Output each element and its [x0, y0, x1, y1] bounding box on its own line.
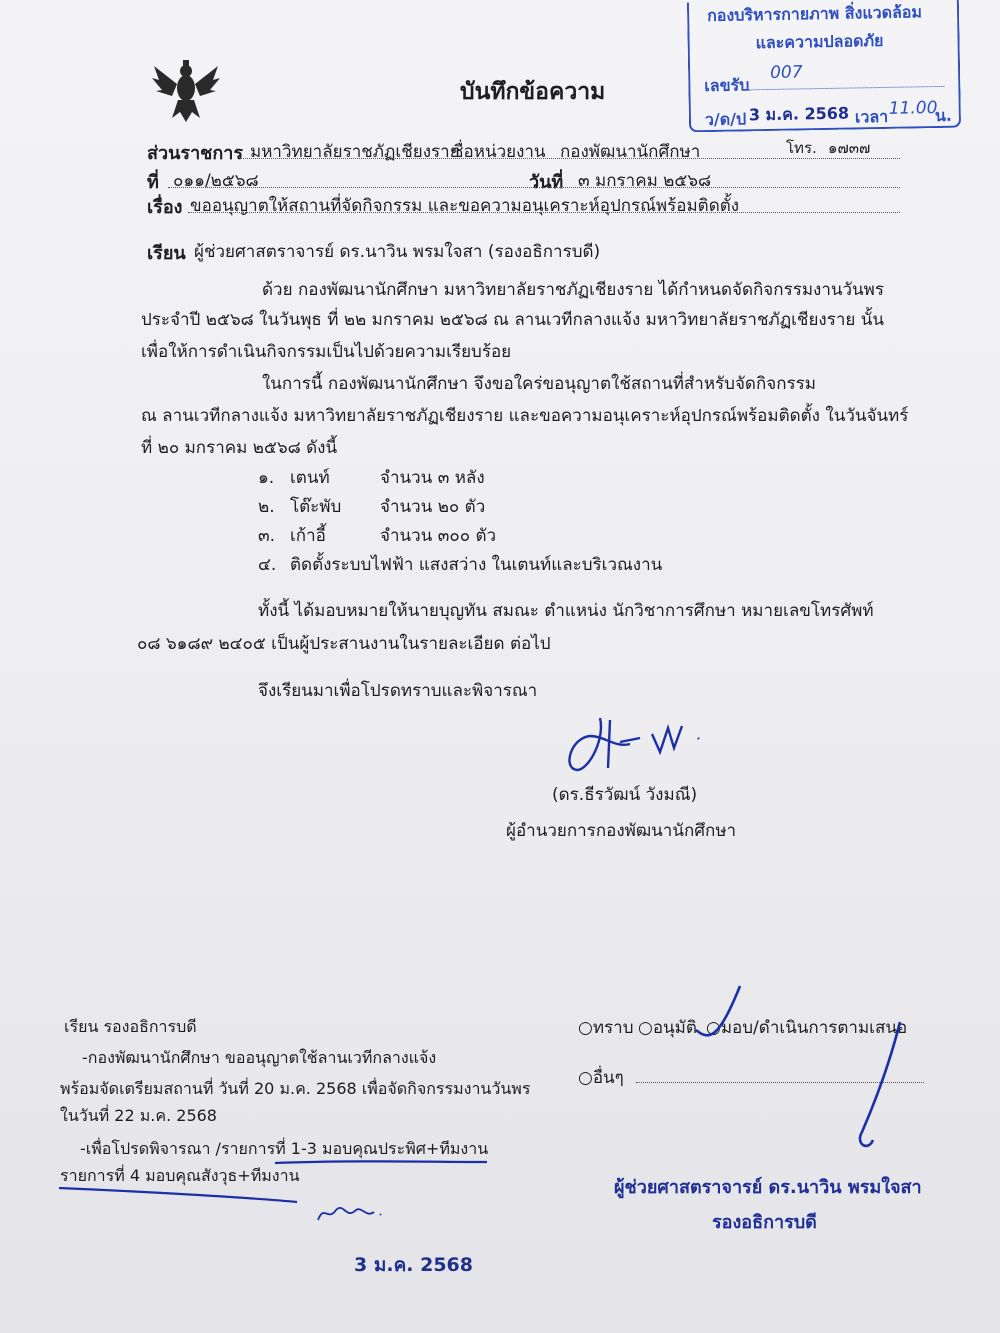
p3-line: ๐๘ ๖๑๘๙ ๒๔๐๕ เป็นผู้ประสานงานในรายละเอียด ต่อไป: [137, 634, 551, 654]
stamp-line1: กองบริหารกายภาพ สิ่งแวดล้อม: [706, 2, 923, 26]
item-qty: จำนวน ๓๐๐ ตัว: [380, 526, 497, 546]
decision-opt-other: ○อื่นๆ: [578, 1068, 624, 1088]
item-num: ๑.: [258, 468, 275, 488]
receipt-stamp: [687, 0, 961, 132]
decision-opt-approve: ○อนุมัติ: [638, 1018, 697, 1038]
subject-value: ขออนุญาตให้สถานที่จัดกิจกรรม และขอความอนุเคราะห์อุปกรณ์พร้อมติดตั้ง: [190, 196, 740, 216]
decision-opt-assign: ○มอบ/ดำเนินการตามเสนอ: [706, 1018, 908, 1038]
item-num: ๔.: [258, 555, 277, 575]
decision-opt-other-label: อื่นๆ: [592, 1068, 624, 1088]
note-line: เรียน รองอธิการบดี: [64, 1017, 197, 1036]
p3-line: ทั้งนี้ ได้มอบหมายให้นายบุญทัน สมณะ ตำแหน่ง นักวิชาการศึกษา หมายเลขโทรศัพท์: [258, 601, 874, 621]
stamp-recv-label: เลขรับ: [704, 75, 750, 96]
stamp-recv-value: 007: [769, 62, 803, 83]
decision-opt-approve-label: อนุมัติ: [652, 1018, 697, 1038]
closing-line: จึงเรียนมาเพื่อโปรดทราบและพิจารณา: [258, 681, 538, 701]
to-label: เรียน: [147, 243, 186, 264]
item-name: เก้าอี้: [290, 526, 326, 546]
unit-value: กองพัฒนานักศึกษา: [560, 142, 701, 162]
unit-label: ชื่อหน่วยงาน: [452, 142, 546, 162]
p2-line: ในการนี้ กองพัฒนานักศึกษา จึงขอใคร่ขอนุญาตใช้สถานที่สำหรับจัดกิจกรรม: [262, 374, 816, 394]
item-qty: จำนวน ๒๐ ตัว: [380, 497, 486, 517]
stamp-time-unit: น.: [934, 105, 953, 126]
tel-value: ๑๗๓๗: [828, 139, 871, 157]
agency-label: ส่วนราชการ: [147, 143, 244, 164]
initial-mark: [316, 1198, 386, 1228]
decision-signer-position: รองอธิการบดี: [712, 1212, 817, 1233]
stamp-time-label: เวลา: [854, 106, 889, 127]
note-line: -กองพัฒนานักศึกษา ขออนุญาตใช้ลานเวทีกลางแจ้ง: [82, 1048, 437, 1067]
note-line: รายการที่ 4 มอบคุณสังวุธ+ทีมงาน: [60, 1166, 300, 1185]
signature-mark: [560, 708, 710, 778]
no-label: ที่: [147, 172, 159, 193]
memo-title: บันทึกข้อความ: [460, 79, 606, 105]
stamp-line2: และความปลอดภัย: [755, 30, 884, 53]
item-name: ติดตั้งระบบไฟฟ้า แสงสว่าง ในเตนท์และบริเวณงาน: [290, 555, 663, 575]
no-value: ๐๑๑/๒๕๖๘: [173, 171, 259, 191]
item-num: ๒.: [258, 497, 275, 517]
p1-line: เพื่อให้การดำเนินกิจกรรมเป็นไปด้วยความเรียบร้อย: [141, 342, 512, 362]
note-line: ในวันที่ 22 ม.ค. 2568: [60, 1106, 217, 1125]
note-line: -เพื่อโปรดพิจารณา /รายการที่ 1-3 มอบคุณประพิศ+ทีมงาน: [80, 1139, 489, 1158]
item-name: โต๊ะพับ: [290, 497, 342, 517]
agency-value: มหาวิทยาลัยราชภัฏเชียงราย: [250, 142, 460, 162]
decision-opt-ack-label: ทราบ: [592, 1018, 634, 1038]
tel-label: โทร.: [786, 139, 817, 157]
date-value: ๓ มกราคม ๒๕๖๘: [578, 171, 712, 191]
date-label: วันที่: [529, 172, 564, 193]
signer-name: (ดร.ธีรวัฒน์ วังมณี): [552, 785, 698, 805]
p1-line: ประจำปี ๒๕๖๘ ในวันพุธ ที่ ๒๒ มกราคม ๒๕๖๘ ณ ลานเวทีกลางแจ้ง มหาวิทยาลัยราชภัฏเชียงราย นั้น: [141, 310, 885, 330]
to-value: ผู้ช่วยศาสตราจารย์ ดร.นาวิน พรมใจสา (รองอธิการบดี): [194, 242, 601, 262]
decision-opt-assign-label: มอบ/ดำเนินการตามเสนอ: [720, 1018, 908, 1038]
stamp-date-value: 3 ม.ค. 2568: [748, 103, 850, 125]
stamp-date-label: ว/ด/ป: [704, 109, 747, 130]
note-line: พร้อมจัดเตรียมสถานที่ วันที่ 20 ม.ค. 2568 เพื่อจัดกิจกรรมงานวันพร: [60, 1079, 531, 1098]
decision-opt-ack: ○ทราบ: [578, 1018, 634, 1038]
decision-signer-name: ผู้ช่วยศาสตราจารย์ ดร.นาวิน พรมใจสา: [614, 1177, 922, 1198]
item-name: เตนท์: [290, 468, 330, 488]
approval-checkmark: [690, 982, 920, 1157]
stamp-time-value: 11.00: [888, 98, 938, 119]
p2-line: ที่ ๒๐ มกราคม ๒๕๖๘ ดังนี้: [141, 438, 338, 458]
item-num: ๓.: [258, 526, 276, 546]
signer-position: ผู้อำนวยการกองพัฒนานักศึกษา: [506, 821, 737, 841]
p1-line: ด้วย กองพัฒนานักศึกษา มหาวิทยาลัยราชภัฏเชียงราย ได้กำหนดจัดกิจกรรมงานวันพร: [262, 280, 885, 300]
subject-label: เรื่อง: [147, 197, 183, 218]
garuda-emblem-icon: [150, 58, 222, 126]
handwritten-underline: [55, 1150, 495, 1210]
p2-line: ณ ลานเวทีกลางแจ้ง มหาวิทยาลัยราชภัฏเชียงราย และขอความอนุเคราะห์อุปกรณ์พร้อมติดตั้ง ในวันจันทร์: [141, 406, 909, 426]
item-qty: จำนวน ๓ หลัง: [380, 468, 485, 488]
received-date-stamp: 3 ม.ค. 2568: [354, 1254, 474, 1276]
